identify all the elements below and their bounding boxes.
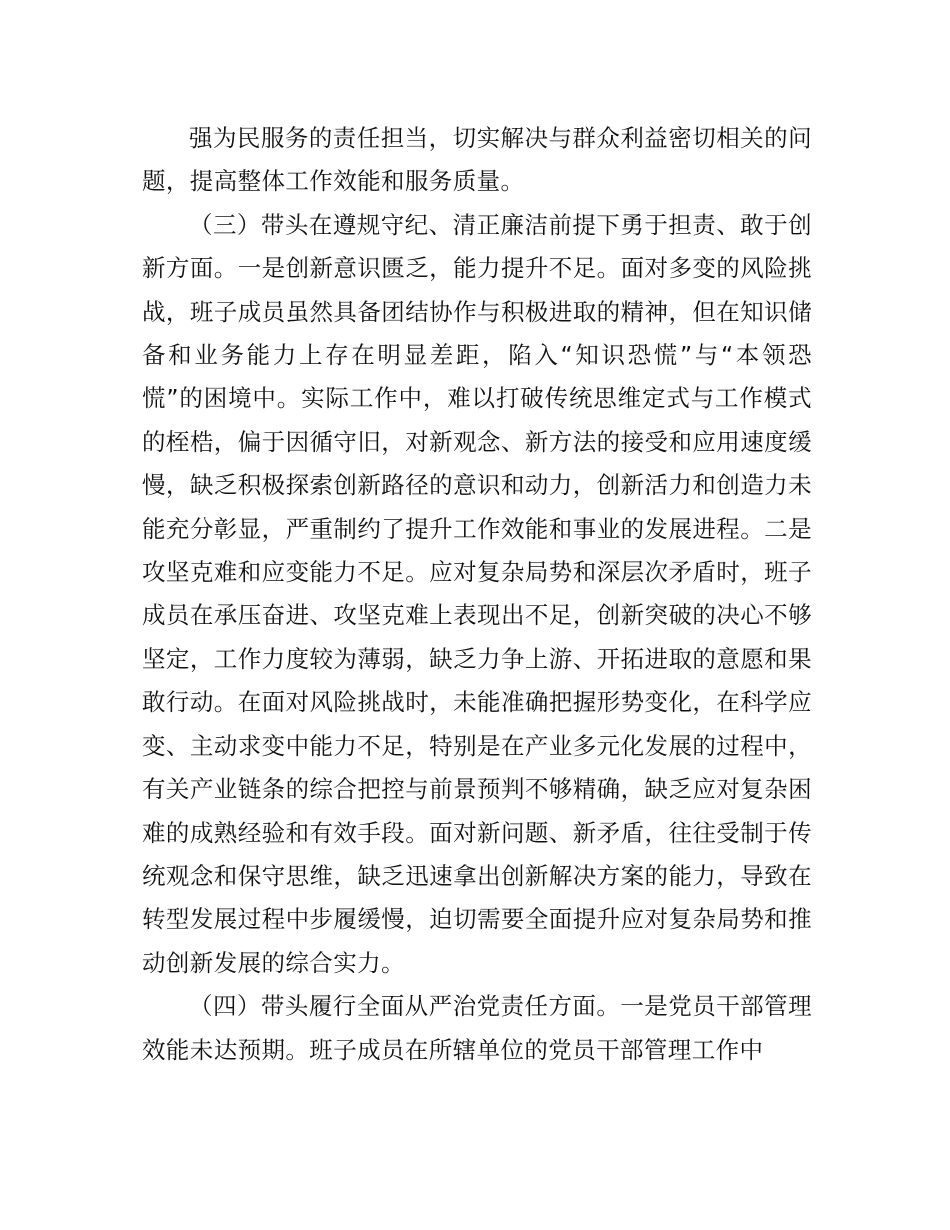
paragraph-section-four: （四）带头履行全面从严治党责任方面。一是党员干部管理效能未达预期。班子成员在所辖单位的党员干部管理工作中 — [142, 992, 812, 1064]
document-body — [142, 117, 812, 1072]
paragraph-section-three: （三）带头在遵规守纪、清正廉洁前提下勇于担责、敢于创新方面。一是创新意识匮乏，能力提升不足。面对多变的风险挑战，班子成员虽然具备团结协作与积极进取的精神，但在知识储备和业务能力上存在明显差距，陷入“知识恐慌”与“本领恐慌”的困境中。实际工作中，难以打破传统思维定式与工作模式的桎梏，偏于因循守旧，对新观念、新方法的接受和应用速度缓慢，缺乏积极探索创新路径的意识和动力，创新活力和创造力未能充分彰显，严重制约了提升工作效能和事业的发展进程。二是攻坚克难和应变能力不足。应对复杂局势和深层次矛盾时，班子成员在承压奋进、攻坚克难上表现出不足，创新突破的决心不够坚定，工作力度较为薄弱，缺乏力争上游、开拓进取的意愿和果敢行动。在面对风险挑战时，未能准确把握形势变化，在科学应变、主动求变中能力不足，特别是在产业多元化发展的过程中，有关产业链条的综合把控与前景预判不够精确，缺乏应对复杂困难的成熟经验和有效手段。面对新问题、新矛盾，往往受制于传统观念和保守思维，缺乏迅速拿出创新解决方案的能力，导致在转型发展过程中步履缓慢，迫切需要全面提升应对复杂局势和推动创新发展的综合实力。 — [142, 210, 812, 977]
paragraph-continued: 强为民服务的责任担当，切实解决与群众利益密切相关的问题，提高整体工作效能和服务质量。 — [142, 124, 812, 196]
